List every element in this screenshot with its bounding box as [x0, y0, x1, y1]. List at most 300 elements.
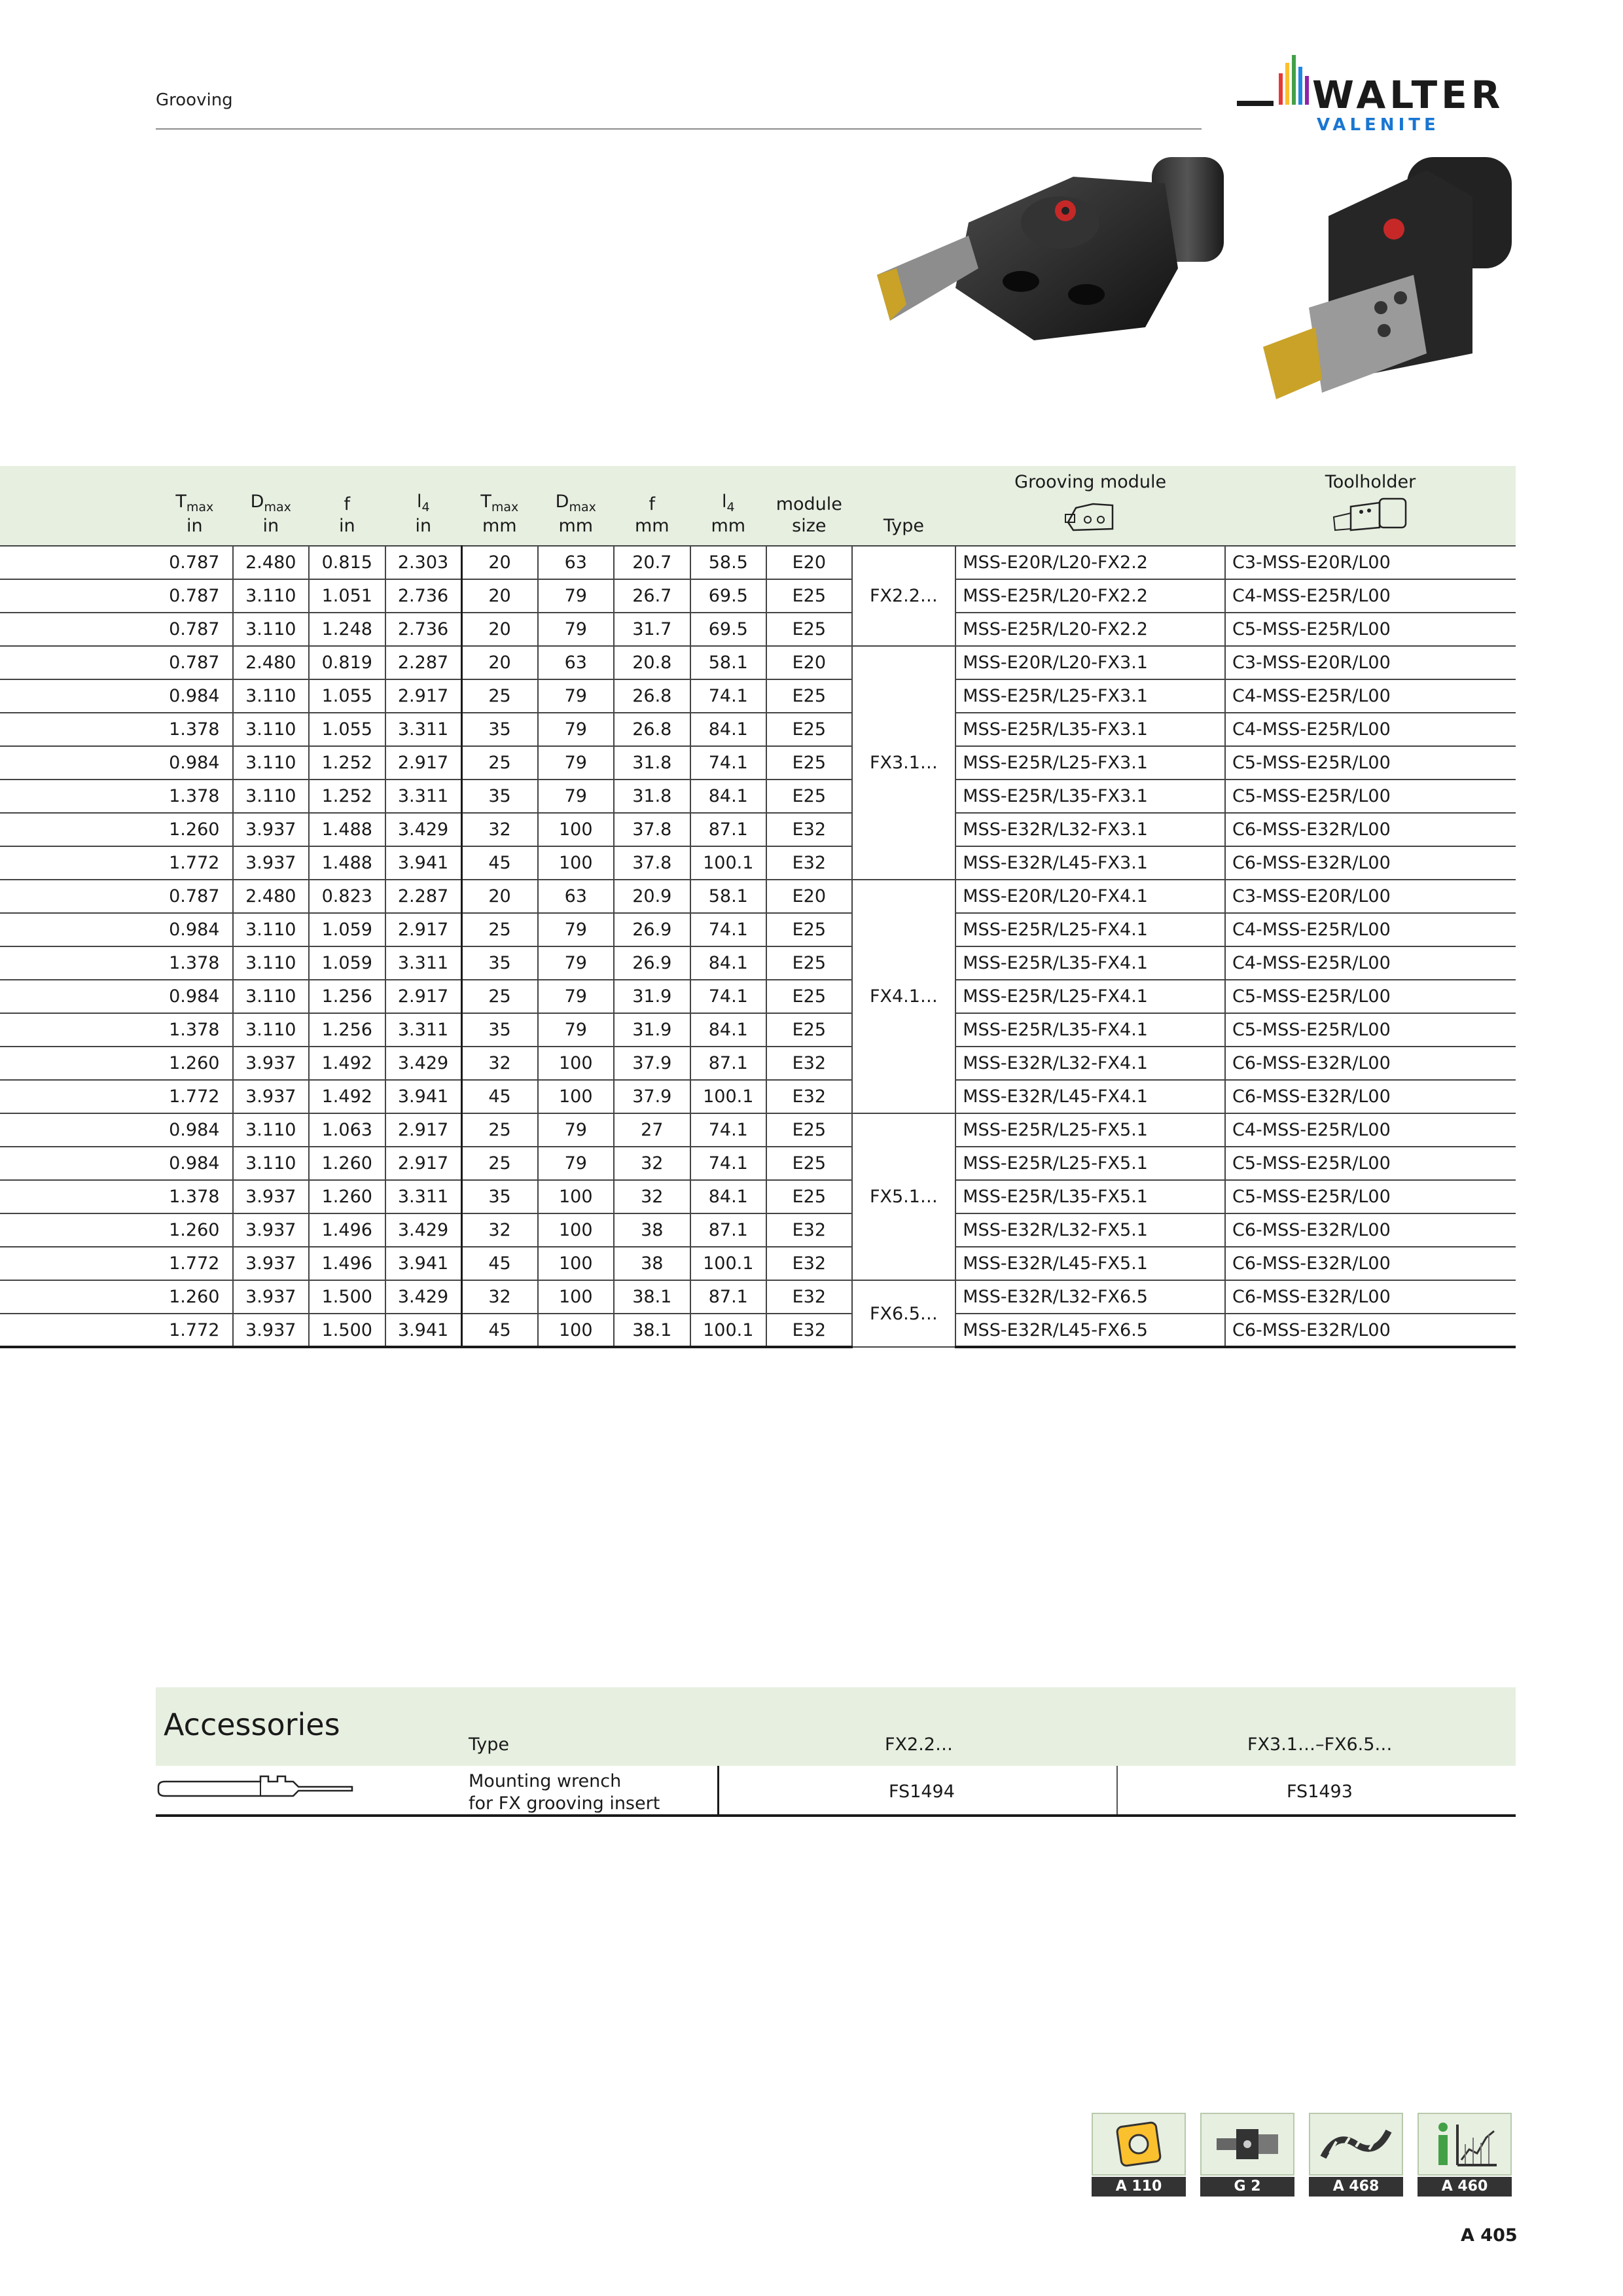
page-number: A 405: [1461, 2225, 1518, 2246]
row-spacer: [0, 1047, 156, 1080]
cell-tmax-mm: 35: [461, 1013, 538, 1047]
cell-dmax-mm: 79: [538, 579, 615, 613]
cell-dmax-in: 3.110: [233, 746, 310, 780]
cell-tmax-mm: 45: [461, 846, 538, 880]
cell-tmax-in: 1.772: [156, 1247, 233, 1280]
cell-f-in: 1.488: [309, 813, 385, 846]
cell-dmax-mm: 79: [538, 713, 615, 746]
table-row: [0, 1280, 1516, 1314]
cell-l4-mm: 74.1: [690, 746, 767, 780]
cell-dmax-mm: 100: [538, 1247, 615, 1280]
accessory-desc-line2: for FX grooving insert: [469, 1793, 660, 1814]
cell-tmax-mm: 32: [461, 1280, 538, 1314]
accessories-bottom-rule: [156, 1814, 1516, 1817]
header-tmax-mm: $T_{max}$ mm: [461, 466, 538, 546]
cell-dmax-mm: 79: [538, 780, 615, 813]
row-spacer: [0, 846, 156, 880]
cell-tmax-in: 1.378: [156, 1013, 233, 1047]
cell-f-mm: 31.7: [614, 613, 690, 646]
table-row: [0, 880, 1516, 913]
cell-l4-mm: 100.1: [690, 1314, 767, 1347]
cell-grooving-module: MSS-E32R/L32-FX3.1: [955, 813, 1225, 846]
cell-l4-mm: 74.1: [690, 980, 767, 1013]
cell-l4-mm: 84.1: [690, 1180, 767, 1213]
logo-bar: [1298, 67, 1302, 105]
table-row: [0, 1147, 1516, 1180]
row-spacer: [0, 913, 156, 946]
cell-dmax-mm: 79: [538, 980, 615, 1013]
cell-toolholder: C3-MSS-E20R/L00: [1225, 546, 1516, 579]
cell-f-in: 1.252: [309, 746, 385, 780]
cell-tmax-in: 0.984: [156, 913, 233, 946]
cell-dmax-in: 3.937: [233, 813, 310, 846]
cell-grooving-module: MSS-E25R/L35-FX5.1: [955, 1180, 1225, 1213]
row-spacer: [0, 546, 156, 579]
cell-l4-mm: 74.1: [690, 1113, 767, 1147]
cell-toolholder: C3-MSS-E20R/L00: [1225, 880, 1516, 913]
header-f-mm: f mm: [614, 466, 690, 546]
cell-l4-mm: 69.5: [690, 613, 767, 646]
cell-module-size: E25: [766, 913, 852, 946]
cell-module-size: E25: [766, 1013, 852, 1047]
cell-tmax-in: 0.787: [156, 613, 233, 646]
header-type: Type: [852, 466, 956, 546]
cell-tmax-mm: 25: [461, 746, 538, 780]
cell-l4-in: 2.917: [385, 1113, 462, 1147]
holder-icon: [1200, 2113, 1294, 2176]
toolholder-icon: [1331, 496, 1410, 533]
cell-l4-in: 3.311: [385, 780, 462, 813]
cell-toolholder: C6-MSS-E32R/L00: [1225, 846, 1516, 880]
cell-tmax-mm: 20: [461, 546, 538, 579]
cell-dmax-mm: 79: [538, 1147, 615, 1180]
accessory-value-fx31-fx65: FS1493: [1287, 1782, 1353, 1802]
header-toolholder: Toolholder: [1225, 466, 1516, 546]
logo-subtitle: VALENITE: [1317, 115, 1440, 135]
cell-f-in: 0.815: [309, 546, 385, 579]
table-row: [0, 780, 1516, 813]
cell-toolholder: C6-MSS-E32R/L00: [1225, 1213, 1516, 1247]
accessories-col-fx31-fx65: FX3.1…–FX6.5…: [1247, 1734, 1393, 1755]
cell-grooving-module: MSS-E25R/L25-FX3.1: [955, 679, 1225, 713]
cell-module-size: E32: [766, 1047, 852, 1080]
cell-f-mm: 31.9: [614, 1013, 690, 1047]
cell-grooving-module: MSS-E32R/L32-FX5.1: [955, 1213, 1225, 1247]
cell-dmax-mm: 100: [538, 1213, 615, 1247]
cell-f-in: 1.055: [309, 713, 385, 746]
cell-dmax-mm: 100: [538, 846, 615, 880]
cell-toolholder: C6-MSS-E32R/L00: [1225, 1047, 1516, 1080]
cell-grooving-module: MSS-E25R/L20-FX2.2: [955, 613, 1225, 646]
cell-f-mm: 32: [614, 1180, 690, 1213]
cell-tmax-in: 1.772: [156, 846, 233, 880]
cell-l4-in: 2.736: [385, 579, 462, 613]
cell-tmax-in: 0.984: [156, 746, 233, 780]
header-grooving-module: Grooving module: [955, 466, 1225, 546]
reference-link[interactable]: [1092, 2113, 1186, 2197]
cell-module-size: E32: [766, 1280, 852, 1314]
cell-f-in: 1.500: [309, 1314, 385, 1347]
cell-tmax-in: 1.260: [156, 1213, 233, 1247]
cell-f-mm: 37.9: [614, 1080, 690, 1113]
cell-l4-mm: 87.1: [690, 1280, 767, 1314]
row-spacer: [0, 579, 156, 613]
cell-grooving-module: MSS-E25R/L20-FX2.2: [955, 579, 1225, 613]
product-table: [0, 466, 1516, 1348]
cell-grooving-module: MSS-E25R/L25-FX4.1: [955, 913, 1225, 946]
cell-dmax-in: 3.110: [233, 1013, 310, 1047]
cell-dmax-mm: 100: [538, 813, 615, 846]
cell-dmax-mm: 63: [538, 880, 615, 913]
row-spacer: [0, 746, 156, 780]
cell-dmax-in: 2.480: [233, 546, 310, 579]
reference-label: A 468: [1309, 2177, 1403, 2197]
cell-grooving-module: MSS-E25R/L25-FX5.1: [955, 1147, 1225, 1180]
cell-toolholder: C6-MSS-E32R/L00: [1225, 1280, 1516, 1314]
cell-module-size: E20: [766, 880, 852, 913]
cell-f-in: 1.492: [309, 1047, 385, 1080]
cell-dmax-mm: 100: [538, 1180, 615, 1213]
cell-f-mm: 31.8: [614, 780, 690, 813]
cell-l4-mm: 87.1: [690, 1047, 767, 1080]
reference-label: A 460: [1418, 2177, 1512, 2197]
cell-l4-in: 2.736: [385, 613, 462, 646]
cell-type: FX4.1…: [852, 880, 956, 1113]
cell-l4-mm: 74.1: [690, 679, 767, 713]
cell-f-mm: 38: [614, 1247, 690, 1280]
table-row: [0, 846, 1516, 880]
cell-tmax-mm: 25: [461, 679, 538, 713]
cell-f-mm: 26.8: [614, 713, 690, 746]
header-tmax-in: $T_{max}$ in: [156, 466, 233, 546]
cell-tmax-in: 0.984: [156, 1113, 233, 1147]
cell-tmax-mm: 20: [461, 579, 538, 613]
row-spacer: [0, 1213, 156, 1247]
table-row: [0, 1213, 1516, 1247]
cell-module-size: E25: [766, 946, 852, 980]
cell-l4-mm: 100.1: [690, 846, 767, 880]
cell-f-mm: 27: [614, 1113, 690, 1147]
cell-tmax-in: 1.378: [156, 1180, 233, 1213]
row-spacer: [0, 646, 156, 679]
cell-toolholder: C4-MSS-E25R/L00: [1225, 913, 1516, 946]
reference-link[interactable]: [1309, 2113, 1403, 2197]
table-row: [0, 813, 1516, 846]
cell-l4-in: 3.941: [385, 846, 462, 880]
cell-tmax-mm: 20: [461, 646, 538, 679]
cell-tmax-mm: 20: [461, 613, 538, 646]
cell-f-mm: 31.9: [614, 980, 690, 1013]
cell-f-in: 0.823: [309, 880, 385, 913]
cell-toolholder: C6-MSS-E32R/L00: [1225, 813, 1516, 846]
cell-l4-in: 3.429: [385, 1213, 462, 1247]
table-row: [0, 1013, 1516, 1047]
accessories-type-header: Type: [469, 1734, 510, 1755]
cell-f-mm: 38.1: [614, 1280, 690, 1314]
cell-tmax-in: 1.260: [156, 1280, 233, 1314]
table-row: [0, 1180, 1516, 1213]
cell-tmax-mm: 32: [461, 813, 538, 846]
cell-toolholder: C4-MSS-E25R/L00: [1225, 946, 1516, 980]
cell-f-in: 1.248: [309, 613, 385, 646]
table-row: [0, 579, 1516, 613]
cell-tmax-mm: 35: [461, 1180, 538, 1213]
table-row: [0, 613, 1516, 646]
table-header-row: [0, 466, 1516, 546]
row-spacer: [0, 1113, 156, 1147]
cell-dmax-in: 3.937: [233, 1280, 310, 1314]
cell-tmax-in: 0.984: [156, 1147, 233, 1180]
reference-link[interactable]: [1418, 2113, 1512, 2197]
cell-l4-in: 3.311: [385, 946, 462, 980]
cell-tmax-in: 1.260: [156, 813, 233, 846]
insert-icon: [1092, 2113, 1186, 2176]
cell-f-mm: 31.8: [614, 746, 690, 780]
cell-dmax-mm: 79: [538, 746, 615, 780]
cell-toolholder: C4-MSS-E25R/L00: [1225, 679, 1516, 713]
cell-module-size: E25: [766, 1113, 852, 1147]
accessory-desc-line1: Mounting wrench: [469, 1771, 622, 1791]
table-row: [0, 746, 1516, 780]
cell-dmax-in: 3.110: [233, 1113, 310, 1147]
cell-toolholder: C4-MSS-E25R/L00: [1225, 1113, 1516, 1147]
table-row: [0, 1113, 1516, 1147]
cell-module-size: E25: [766, 980, 852, 1013]
cell-l4-in: 3.429: [385, 1047, 462, 1080]
cell-l4-in: 3.941: [385, 1247, 462, 1280]
cell-f-in: 1.063: [309, 1113, 385, 1147]
cell-grooving-module: MSS-E25R/L25-FX5.1: [955, 1113, 1225, 1147]
table-row: [0, 646, 1516, 679]
table-row: [0, 913, 1516, 946]
cell-type: FX6.5…: [852, 1280, 956, 1347]
header-dmax-mm: $D_{max}$ mm: [538, 466, 615, 546]
cell-tmax-in: 0.787: [156, 646, 233, 679]
cell-grooving-module: MSS-E32R/L32-FX4.1: [955, 1047, 1225, 1080]
cell-tmax-in: 1.378: [156, 780, 233, 813]
cell-dmax-in: 3.110: [233, 913, 310, 946]
table-row: [0, 1314, 1516, 1347]
row-spacer: [0, 1314, 156, 1347]
cell-l4-in: 3.941: [385, 1314, 462, 1347]
cell-f-mm: 32: [614, 1147, 690, 1180]
brand-logo: [1237, 59, 1518, 135]
cell-grooving-module: MSS-E20R/L20-FX2.2: [955, 546, 1225, 579]
cell-tmax-in: 0.787: [156, 880, 233, 913]
cell-tmax-mm: 32: [461, 1213, 538, 1247]
table-row: [0, 679, 1516, 713]
header-l4-mm: $l_4$ mm: [690, 466, 767, 546]
accessories-col-fx22: FX2.2…: [885, 1734, 953, 1755]
cell-grooving-module: MSS-E25R/L25-FX4.1: [955, 980, 1225, 1013]
cell-dmax-in: 3.110: [233, 780, 310, 813]
cell-l4-mm: 87.1: [690, 1213, 767, 1247]
cell-dmax-mm: 79: [538, 1013, 615, 1047]
row-spacer: [0, 980, 156, 1013]
cell-l4-in: 2.917: [385, 980, 462, 1013]
table-row: [0, 1080, 1516, 1113]
table-row: [0, 946, 1516, 980]
grooving-module-image: [870, 157, 1237, 353]
cell-tmax-mm: 35: [461, 713, 538, 746]
cell-l4-in: 3.941: [385, 1080, 462, 1113]
cell-l4-in: 3.429: [385, 1280, 462, 1314]
cell-f-in: 1.496: [309, 1213, 385, 1247]
cell-tmax-in: 1.260: [156, 1047, 233, 1080]
cell-f-mm: 37.8: [614, 846, 690, 880]
section-label: Grooving: [156, 90, 233, 110]
cell-l4-in: 3.311: [385, 1180, 462, 1213]
accessories-divider: [717, 1766, 719, 1816]
cell-dmax-in: 3.110: [233, 613, 310, 646]
cell-tmax-mm: 32: [461, 1047, 538, 1080]
cell-l4-in: 2.917: [385, 746, 462, 780]
cell-dmax-mm: 79: [538, 913, 615, 946]
accessory-value-fx22: FS1494: [889, 1782, 955, 1802]
cell-l4-in: 2.917: [385, 1147, 462, 1180]
cell-toolholder: C5-MSS-E25R/L00: [1225, 1013, 1516, 1047]
table-row: [0, 980, 1516, 1013]
cell-grooving-module: MSS-E20R/L20-FX4.1: [955, 880, 1225, 913]
cell-grooving-module: MSS-E25R/L25-FX3.1: [955, 746, 1225, 780]
row-spacer: [0, 946, 156, 980]
reference-link[interactable]: [1200, 2113, 1294, 2197]
cell-dmax-in: 3.110: [233, 579, 310, 613]
cell-type: FX5.1…: [852, 1113, 956, 1280]
accessories-divider: [1116, 1766, 1118, 1816]
cell-dmax-in: 3.110: [233, 1147, 310, 1180]
cell-grooving-module: MSS-E20R/L20-FX3.1: [955, 646, 1225, 679]
cell-module-size: E25: [766, 1147, 852, 1180]
cell-type: FX3.1…: [852, 646, 956, 880]
cell-f-mm: 38: [614, 1213, 690, 1247]
cell-l4-in: 2.287: [385, 646, 462, 679]
cell-tmax-mm: 25: [461, 1113, 538, 1147]
row-spacer: [0, 813, 156, 846]
cell-toolholder: C3-MSS-E20R/L00: [1225, 646, 1516, 679]
cell-f-in: 1.256: [309, 980, 385, 1013]
cell-f-in: 1.492: [309, 1080, 385, 1113]
cell-dmax-mm: 79: [538, 679, 615, 713]
cell-module-size: E32: [766, 1080, 852, 1113]
cell-module-size: E20: [766, 546, 852, 579]
cell-f-in: 1.051: [309, 579, 385, 613]
cell-dmax-in: 3.937: [233, 846, 310, 880]
cell-l4-in: 3.311: [385, 713, 462, 746]
header-spacer: [0, 466, 156, 546]
cell-tmax-in: 1.378: [156, 946, 233, 980]
cell-tmax-in: 0.984: [156, 679, 233, 713]
cell-dmax-mm: 63: [538, 646, 615, 679]
header-module-size: module size: [766, 466, 852, 546]
logo-bar: [1279, 73, 1283, 105]
cell-toolholder: C5-MSS-E25R/L00: [1225, 746, 1516, 780]
cell-dmax-mm: 63: [538, 546, 615, 579]
cell-grooving-module: MSS-E32R/L32-FX6.5: [955, 1280, 1225, 1314]
cell-module-size: E32: [766, 1213, 852, 1247]
cell-dmax-in: 3.937: [233, 1247, 310, 1280]
cell-l4-in: 2.287: [385, 880, 462, 913]
cell-module-size: E25: [766, 679, 852, 713]
cell-l4-mm: 74.1: [690, 1147, 767, 1180]
row-spacer: [0, 1180, 156, 1213]
header-rule: [156, 128, 1202, 130]
cell-toolholder: C6-MSS-E32R/L00: [1225, 1080, 1516, 1113]
cell-toolholder: C5-MSS-E25R/L00: [1225, 1147, 1516, 1180]
cell-f-in: 1.260: [309, 1147, 385, 1180]
cell-tmax-in: 0.984: [156, 980, 233, 1013]
cell-f-mm: 26.9: [614, 946, 690, 980]
cell-l4-mm: 84.1: [690, 713, 767, 746]
cell-f-mm: 26.7: [614, 579, 690, 613]
cell-toolholder: C6-MSS-E32R/L00: [1225, 1247, 1516, 1280]
cell-module-size: E32: [766, 1314, 852, 1347]
cell-f-in: 1.500: [309, 1280, 385, 1314]
cell-f-in: 1.260: [309, 1180, 385, 1213]
grooving-module-icon: [1064, 496, 1116, 533]
info-icon: [1418, 2113, 1512, 2176]
cell-tmax-in: 1.772: [156, 1080, 233, 1113]
cell-dmax-in: 3.110: [233, 980, 310, 1013]
row-spacer: [0, 1147, 156, 1180]
cell-f-in: 1.055: [309, 679, 385, 713]
cell-f-mm: 38.1: [614, 1314, 690, 1347]
cell-toolholder: C5-MSS-E25R/L00: [1225, 780, 1516, 813]
row-spacer: [0, 880, 156, 913]
cell-dmax-mm: 79: [538, 1113, 615, 1147]
cell-dmax-in: 3.937: [233, 1314, 310, 1347]
header-dmax-in: $D_{max}$ in: [233, 466, 310, 546]
cell-module-size: E25: [766, 746, 852, 780]
row-spacer: [0, 1080, 156, 1113]
cell-l4-mm: 87.1: [690, 813, 767, 846]
logo-bar: [1292, 55, 1296, 105]
cell-f-in: 1.059: [309, 946, 385, 980]
row-spacer: [0, 780, 156, 813]
cell-l4-mm: 100.1: [690, 1247, 767, 1280]
cell-l4-mm: 69.5: [690, 579, 767, 613]
cell-module-size: E25: [766, 780, 852, 813]
cell-tmax-in: 1.772: [156, 1314, 233, 1347]
mounting-wrench-icon: [156, 1767, 365, 1813]
cell-f-in: 1.496: [309, 1247, 385, 1280]
cell-l4-mm: 58.1: [690, 880, 767, 913]
cell-tmax-mm: 35: [461, 946, 538, 980]
cell-toolholder: C4-MSS-E25R/L00: [1225, 579, 1516, 613]
cell-f-in: 0.819: [309, 646, 385, 679]
table-row: [0, 713, 1516, 746]
cell-l4-mm: 100.1: [690, 1080, 767, 1113]
cell-l4-mm: 84.1: [690, 1013, 767, 1047]
cell-module-size: E20: [766, 646, 852, 679]
cell-f-mm: 20.7: [614, 546, 690, 579]
cell-grooving-module: MSS-E32R/L45-FX4.1: [955, 1080, 1225, 1113]
cell-tmax-mm: 25: [461, 913, 538, 946]
cell-toolholder: C5-MSS-E25R/L00: [1225, 980, 1516, 1013]
table-row: [0, 546, 1516, 579]
cell-l4-in: 2.917: [385, 679, 462, 713]
cell-dmax-mm: 79: [538, 946, 615, 980]
cell-grooving-module: MSS-E32R/L45-FX3.1: [955, 846, 1225, 880]
cell-l4-mm: 58.5: [690, 546, 767, 579]
logo-bar: [1305, 76, 1309, 105]
logo-dash: [1237, 101, 1274, 106]
cell-toolholder: C5-MSS-E25R/L00: [1225, 1180, 1516, 1213]
cell-tmax-in: 0.787: [156, 546, 233, 579]
cell-type: FX2.2…: [852, 546, 956, 646]
cell-l4-in: 3.429: [385, 813, 462, 846]
cell-f-mm: 37.9: [614, 1047, 690, 1080]
